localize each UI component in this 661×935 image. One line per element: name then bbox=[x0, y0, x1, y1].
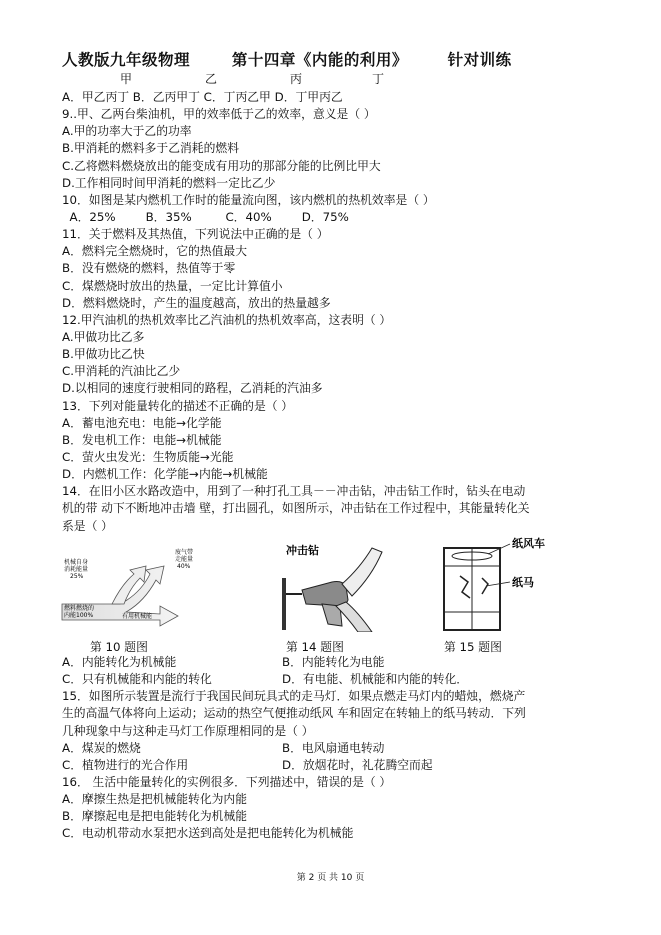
q16-stem: 16． 生活中能量转化的实例很多．下列描述中，错误的是（ ） bbox=[62, 774, 392, 789]
q14-stem-line1: 14．在旧小区水路改造中，用到了一种打孔工具－－冲击钻，冲击钻工作时，钻头在电动 bbox=[62, 484, 526, 499]
label-jia: 甲 bbox=[120, 72, 133, 86]
q8-options: A．甲乙丙丁 B．乙丙甲丁 C．丁丙乙甲 D．丁甲丙乙 bbox=[62, 90, 343, 104]
q14-option-b: B．内能转化为电能 bbox=[282, 655, 385, 669]
fig14-impact-drill-illustration bbox=[262, 540, 392, 632]
figures-row bbox=[62, 537, 622, 664]
title-section: 针对训练 bbox=[447, 51, 512, 69]
fig10-energy-flow-diagram bbox=[60, 544, 240, 634]
q15-option-c: C．植物进行的光合作用 bbox=[62, 757, 189, 772]
q11-option-a: A．燃料完全燃烧时，它的热值最大 bbox=[62, 244, 248, 259]
q9-option-a: A.甲的功率大于乙的功率 bbox=[62, 124, 192, 139]
question-block-upper bbox=[62, 89, 622, 535]
q15-stem-line3: 几种现象中与这种走马灯工作原理相同的是（ ） bbox=[62, 723, 314, 738]
q12-stem: 12.甲汽油机的热机效率比乙汽油机的热机效率高，这表明（ ） bbox=[62, 312, 392, 327]
fig15-caption: 第 15 题图 bbox=[444, 640, 502, 654]
question-block-lower bbox=[62, 654, 622, 843]
q11-option-c: C．煤燃烧时放出的热量，一定比计算值小 bbox=[62, 278, 283, 293]
q13-option-a: A．蓄电池充电：电能→化学能 bbox=[62, 415, 222, 430]
q9-option-b: B.甲消耗的燃料多于乙消耗的燃料 bbox=[62, 141, 240, 156]
fig14-caption: 第 14 题图 bbox=[286, 640, 344, 654]
q15-options-cd bbox=[62, 757, 622, 774]
title-chapter: 第十四章《内能的利用》 bbox=[231, 51, 408, 69]
q14-option-c: C．只有机械能和内能的转化 bbox=[62, 672, 212, 687]
q14-options-cd bbox=[62, 671, 622, 688]
fig15-paper-horse bbox=[460, 576, 470, 598]
q14-option-d: D．有电能、机械能和内能的转化． bbox=[282, 672, 469, 687]
fig15-label-pinwheel: 纸风车 bbox=[512, 537, 545, 550]
q15-stem-line1: 15．如图所示装置是流行于我国民间玩具式的走马灯．如果点燃走马灯内的蜡烛，燃烧产 bbox=[62, 689, 526, 704]
q11-stem: 11．关于燃料及其热值，下列说法中正确的是（ ） bbox=[62, 227, 329, 242]
q15-stem-line2: 生的高温气体将向上运动；运动的热空气便推动纸风 车和固定在转轴上的纸马转动．下列 bbox=[62, 706, 526, 721]
label-yi: 乙 bbox=[205, 72, 218, 86]
q11-option-d: D．燃料燃烧时，产生的温度越高，放出的热量越多 bbox=[62, 295, 331, 310]
fig14-drill-body bbox=[302, 582, 348, 607]
q15-options-ab bbox=[62, 740, 622, 757]
q10-stem: 10．如图是某内燃机工作时的能量流向图，该内燃机的热机效率是（ ） bbox=[62, 192, 435, 207]
label-bing: 丙 bbox=[290, 72, 303, 86]
q14-stem-line2: 机的带 动下不断地冲击墙 壁，打出圆孔，如图所示，冲击钻在工作过程中，其能量转化关 bbox=[62, 501, 530, 516]
q13-option-b: B．发电机工作：电能→机械能 bbox=[62, 432, 222, 447]
page-footer: 第 2 页 共 10 页 bbox=[296, 873, 365, 883]
q12-option-a: A.甲做功比乙多 bbox=[62, 329, 145, 344]
q14-option-a: A．内能转化为机械能 bbox=[62, 655, 177, 669]
fig14-label: 冲击钻 bbox=[286, 544, 319, 557]
page-title bbox=[62, 48, 512, 70]
fig10-label-useful: 有用机械能 bbox=[122, 613, 153, 620]
q16-option-a: A．摩擦生热是把机械能转化为内能 bbox=[62, 792, 248, 807]
fig14-arm bbox=[342, 548, 382, 596]
fig10-label-loss: 机械自身消耗能量 25% bbox=[64, 559, 89, 580]
q9-option-c: C.乙将燃料燃烧放出的能变成有用功的那部分能的比例比甲大 bbox=[62, 158, 381, 173]
stroke-labels bbox=[0, 70, 661, 88]
label-ding: 丁 bbox=[372, 72, 385, 86]
q14-stem-line3: 系是（ ） bbox=[62, 518, 113, 533]
title-book: 人教版九年级物理 bbox=[62, 51, 191, 69]
q16-option-b: B．摩擦起电是把电能转化为机械能 bbox=[62, 809, 248, 824]
q13-option-c: C．萤火虫发光：生物质能→光能 bbox=[62, 449, 234, 464]
fig15-lantern-illustration bbox=[438, 536, 548, 632]
q12-option-c: C.甲消耗的汽油比乙少 bbox=[62, 364, 181, 379]
q10-options: A．25% B．35% C．40% D．75% bbox=[62, 209, 349, 224]
q13-option-d: D．内燃机工作：化学能→内能→机械能 bbox=[62, 467, 268, 482]
q15-option-a: A．煤炭的燃烧 bbox=[62, 740, 141, 755]
fig10-caption: 第 10 题图 bbox=[90, 640, 148, 654]
q11-option-b: B．没有燃烧的燃料，热值等于零 bbox=[62, 261, 236, 276]
fig14-wall bbox=[282, 578, 286, 630]
fig10-label-exhaust: 废气带走能量 40% bbox=[175, 549, 194, 570]
q9-option-d: D.工作相同时间甲消耗的燃料一定比乙少 bbox=[62, 175, 276, 190]
q14-options-ab bbox=[62, 654, 622, 671]
q15-option-d: D．放烟花时，礼花腾空而起 bbox=[282, 757, 433, 772]
q12-option-b: B.甲做功比乙快 bbox=[62, 347, 145, 362]
q15-option-b: B．电风扇通电转动 bbox=[282, 740, 385, 755]
q16-option-c: C．电动机带动水泵把水送到高处是把电能转化为机械能 bbox=[62, 826, 354, 841]
q13-stem: 13．下列对能量转化的描述不正确的是（ ） bbox=[62, 398, 294, 413]
fig10-label-fuel: 燃料燃烧的内能100% bbox=[64, 605, 95, 619]
q9-stem: 9..甲、乙两台柴油机，甲的效率低于乙的效率，意义是（ ） bbox=[62, 107, 376, 122]
q12-option-d: D.以相同的速度行驶相同的路程，乙消耗的汽油多 bbox=[62, 381, 323, 396]
fig15-label-horse: 纸马 bbox=[512, 576, 534, 589]
